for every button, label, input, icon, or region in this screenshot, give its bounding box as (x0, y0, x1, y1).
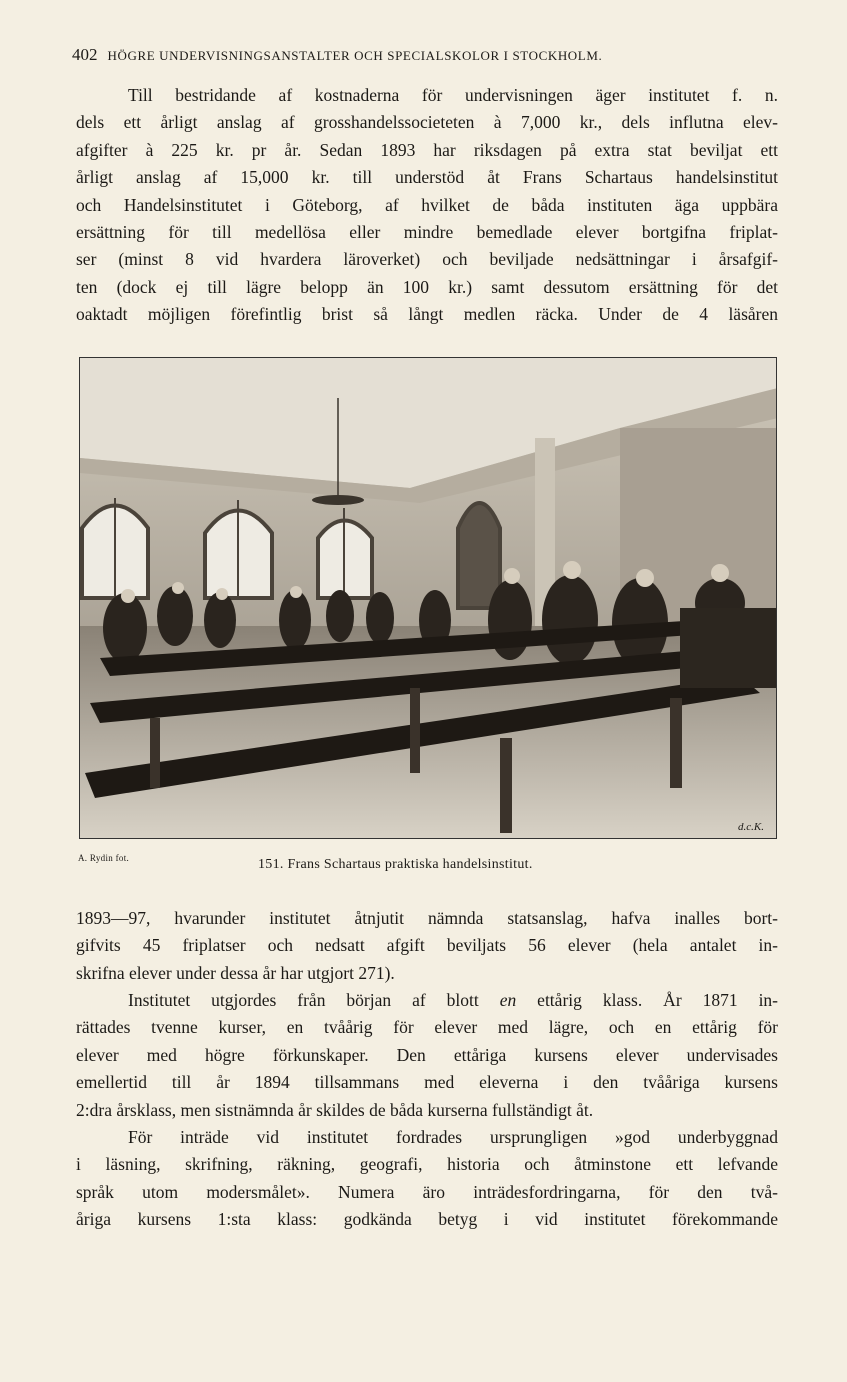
text-segment: Institutet utgjordes från början af blott (128, 990, 500, 1010)
text-line: Till bestridande af kostnaderna för undervisningen äger institutet f. n. (128, 85, 778, 105)
classroom-photo-illustration (80, 358, 777, 839)
text-segment: ettårig klass. År 1871 in- (516, 990, 778, 1010)
text-line: oaktadt möjligen förefintlig brist så långt medlen räcka. Under de 4 läsåren (76, 304, 778, 325)
text-line: 1893—97, hvarunder institutet åtnjutit nämnda statsanslag, hafva inalles bort- (76, 908, 778, 928)
text-line: dels ett årligt anslag af grosshandelssocieteten à 7,000 kr., dels influtna elev- (76, 112, 778, 133)
figure-caption: 151. Frans Schartaus praktiska handelsinstitut. (258, 857, 533, 872)
text-line: åriga kursens 1:sta klass: godkända betyg i vid institutet förekommande (76, 1209, 778, 1230)
photo-signature: d.c.K. (738, 821, 764, 833)
paragraph-bottom-1 (76, 905, 778, 987)
photo-credit: A. Rydin fot. (78, 853, 130, 863)
text-line: emellertid till år 1894 tillsammans med eleverna i den tvååriga kursens (76, 1072, 778, 1093)
paragraph-bottom-3 (76, 1124, 778, 1234)
text-line: elever med högre förkunskaper. Den ettåriga kursens elever undervisades (76, 1044, 778, 1065)
text-line: ten (dock ej till lägre belopp än 100 kr.) samt dessutom ersättning för det (76, 276, 778, 297)
text-line: ersättning för till medellösa eller mindre bemedlade elever bortgifna friplat- (76, 222, 778, 243)
text-line: skrifna elever under dessa år har utgjort 271). (76, 962, 395, 983)
text-line: årligt anslag af 15,000 kr. till understöd åt Frans Schartaus handelsinstitut (76, 167, 778, 188)
text-line: och Handelsinstitutet i Göteborg, af hvilket de båda instituten äga uppbära (76, 194, 778, 215)
running-title: HÖGRE UNDERVISNINGSANSTALTER OCH SPECIALSKOLOR I STOCKHOLM. (107, 48, 603, 63)
paragraph-bottom-2 (76, 987, 778, 1124)
text-line: språk utom modersmålet». Numera äro inträdesfordringarna, för den två- (76, 1181, 778, 1202)
text-line: ser (minst 8 vid hvardera läroverket) och beviljade nedsättningar i årsafgif- (76, 249, 778, 270)
text-line: afgifter à 225 kr. pr år. Sedan 1893 har riksdagen på extra stat beviljat ett (76, 139, 778, 160)
emphasis-text: en (499, 990, 517, 1010)
classroom-photograph (79, 357, 777, 839)
paragraph-top (76, 82, 778, 329)
text-line (76, 987, 778, 1014)
text-line: gifvits 45 friplatser och nedsatt afgift beviljats 56 elever (hela antalet in- (76, 935, 778, 956)
running-header (72, 45, 778, 65)
text-line: rättades tvenne kurser, en tvåårig för elever med lägre, och en ettårig för (76, 1017, 778, 1038)
text-line: För inträde vid institutet fordrades ursprungligen »god underbyggnad (128, 1127, 778, 1147)
text-line: 2:dra årsklass, men sistnämnda år skildes de båda kurserna fullständigt åt. (76, 1099, 594, 1120)
text-line: i läsning, skrifning, räkning, geografi, historia och åtminstone ett lefvande (76, 1154, 778, 1175)
page-number: 402 (72, 45, 98, 64)
